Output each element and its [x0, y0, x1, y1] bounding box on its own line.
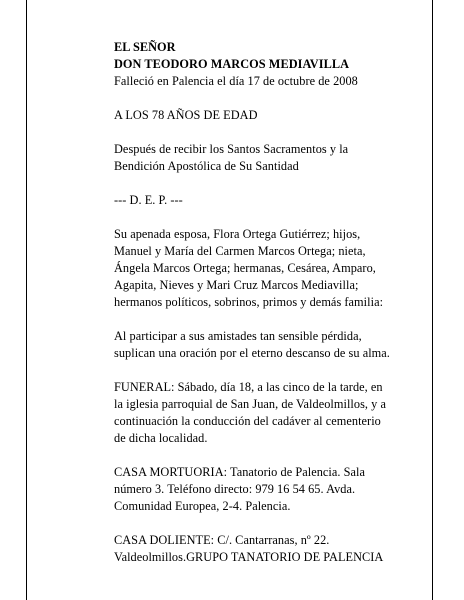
text-line: suplican una oración por el eterno descanso de su alma.	[114, 346, 390, 360]
text-line: Después de recibir los Santos Sacramentos y la	[114, 142, 349, 156]
obituary-notice	[114, 39, 432, 566]
text-line: Ángela Marcos Ortega; hermanas, Cesárea, Amparo,	[114, 261, 376, 275]
text-line: continuación la conducción del cadáver al cementerio	[114, 414, 381, 428]
age-line: A LOS 78 AÑOS DE EDAD	[114, 108, 258, 122]
request-paragraph	[114, 328, 432, 362]
death-date-line: Falleció en Palencia el día 17 de octubre de 2008	[114, 74, 358, 88]
text-line: Agapita, Nieves y Mari Cruz Marcos Mediavilla;	[114, 278, 359, 292]
deceased-title: EL SEÑOR	[114, 40, 176, 54]
text-line: Su apenada esposa, Flora Ortega Gutiérrez; hijos,	[114, 227, 361, 241]
mourning-house-paragraph	[114, 532, 432, 566]
text-line: hermanos políticos, sobrinos, primos y demás familia:	[114, 295, 384, 309]
funeral-paragraph	[114, 379, 432, 447]
text-line: FUNERAL: Sábado, día 18, a las cinco de la tarde, en	[114, 380, 383, 394]
text-line: Bendición Apostólica de Su Santidad	[114, 159, 299, 173]
mortuary-paragraph	[114, 464, 432, 515]
text-line: Manuel y María del Carmen Marcos Ortega; nieta,	[114, 244, 366, 258]
text-line: de dicha localidad.	[114, 431, 208, 445]
text-line: la iglesia parroquial de San Juan, de Valdeolmillos, y a	[114, 397, 387, 411]
text-line: número 3. Teléfono directo: 979 16 54 65. Avda.	[114, 482, 356, 496]
text-line: Comunidad Europea, 2-4. Palencia.	[114, 499, 291, 513]
text-line: Valdeolmillos.GRUPO TANATORIO DE PALENCIA	[114, 550, 384, 564]
deceased-name: DON TEODORO MARCOS MEDIAVILLA	[114, 57, 350, 71]
text-line: CASA MORTUORIA: Tanatorio de Palencia. Sala	[114, 465, 366, 479]
rip-line: --- D. E. P. ---	[114, 193, 183, 207]
text-line: CASA DOLIENTE: C/. Cantarranas, nº 22.	[114, 533, 330, 547]
text-line: Al participar a sus amistades tan sensible pérdida,	[114, 329, 362, 343]
family-paragraph	[114, 226, 432, 311]
sacraments-paragraph	[114, 141, 432, 175]
